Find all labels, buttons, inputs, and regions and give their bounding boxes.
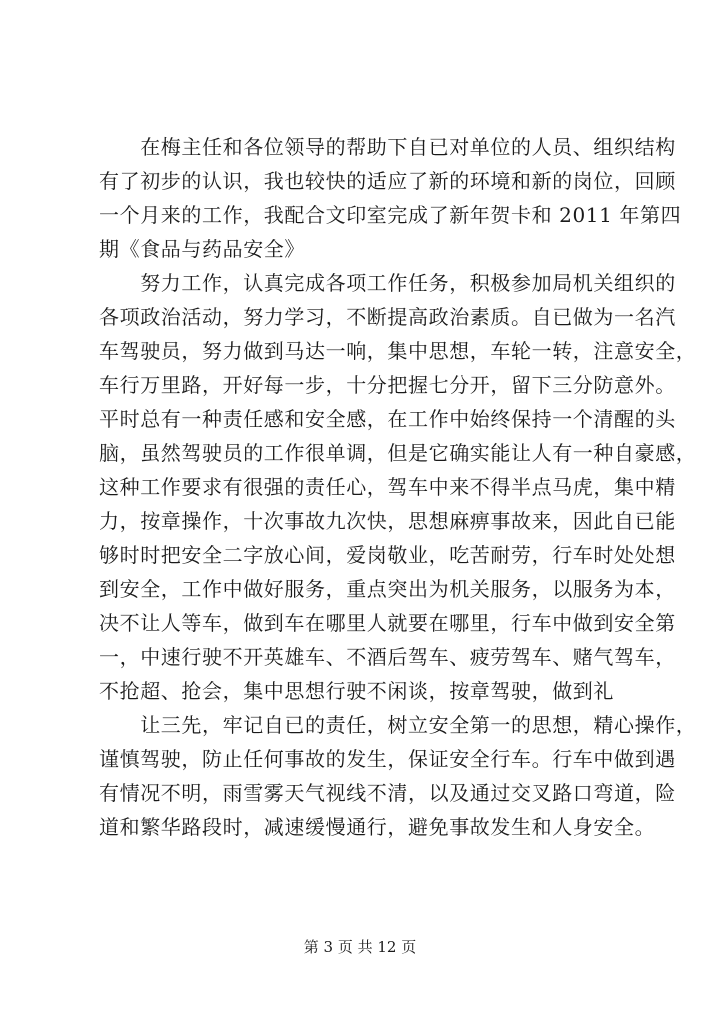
text-line: 力，按章操作，十次事故九次快，思想麻痹事故来，因此自已能 (99, 509, 676, 533)
text-line: 一，中速行驶不开英雄车、不酒后驾车、疲劳驾车、赌气驾车， (99, 645, 676, 669)
text-line: 够时时把安全二字放心间，爱岗敬业，吃苦耐劳，行车时处处想 (99, 543, 676, 567)
text-line: 努力工作，认真完成各项工作任务，积极参加局机关组织的 (99, 271, 676, 295)
text-line: 道和繁华路段时，减速缓慢通行，避免事故发生和人身安全。 (99, 815, 656, 839)
text-line: 有了初步的认识，我也较快的适应了新的环境和新的岗位，回顾 (99, 169, 676, 193)
body-text (99, 130, 697, 844)
text-line: 各项政治活动，努力学习，不断提高政治素质。自已做为一名汽 (99, 305, 676, 329)
text-line: 期《食品与药品安全》 (99, 237, 305, 261)
text-line: 谨慎驾驶，防止任何事故的发生，保证安全行车。行车中做到遇 (99, 747, 676, 771)
text-line: 车驾驶员，努力做到马达一响，集中思想，车轮一转，注意安全， (99, 339, 697, 363)
text-line: 平时总有一种责任感和安全感，在工作中始终保持一个清醒的头 (99, 407, 676, 431)
text-line: 一个月来的工作，我配合文印室完成了新年贺卡和 2011 年第四 (99, 203, 682, 227)
text-line: 决不让人等车，做到车在哪里人就要在哪里，行车中做到安全第 (99, 611, 676, 635)
page-number-footer: 第 3 页 共 12 页 (303, 938, 417, 956)
text-line: 有情况不明，雨雪雾天气视线不清，以及通过交叉路口弯道，险 (99, 781, 676, 805)
text-line: 到安全，工作中做好服务，重点突出为机关服务，以服务为本， (99, 577, 676, 601)
text-line: 让三先，牢记自已的责任，树立安全第一的思想，精心操作， (99, 713, 697, 737)
text-line: 不抢超、抢会，集中思想行驶不闲谈，按章驾驶，做到礼 (99, 679, 614, 703)
text-line: 这种工作要求有很强的责任心，驾车中来不得半点马虎，集中精 (99, 475, 676, 499)
text-line: 脑，虽然驾驶员的工作很单调，但是它确实能让人有一种自豪感， (99, 441, 697, 465)
text-line: 在梅主任和各位领导的帮助下自已对单位的人员、组织结构 (99, 135, 676, 159)
text-line: 车行万里路，开好每一步，十分把握七分开，留下三分防意外。 (99, 373, 676, 397)
